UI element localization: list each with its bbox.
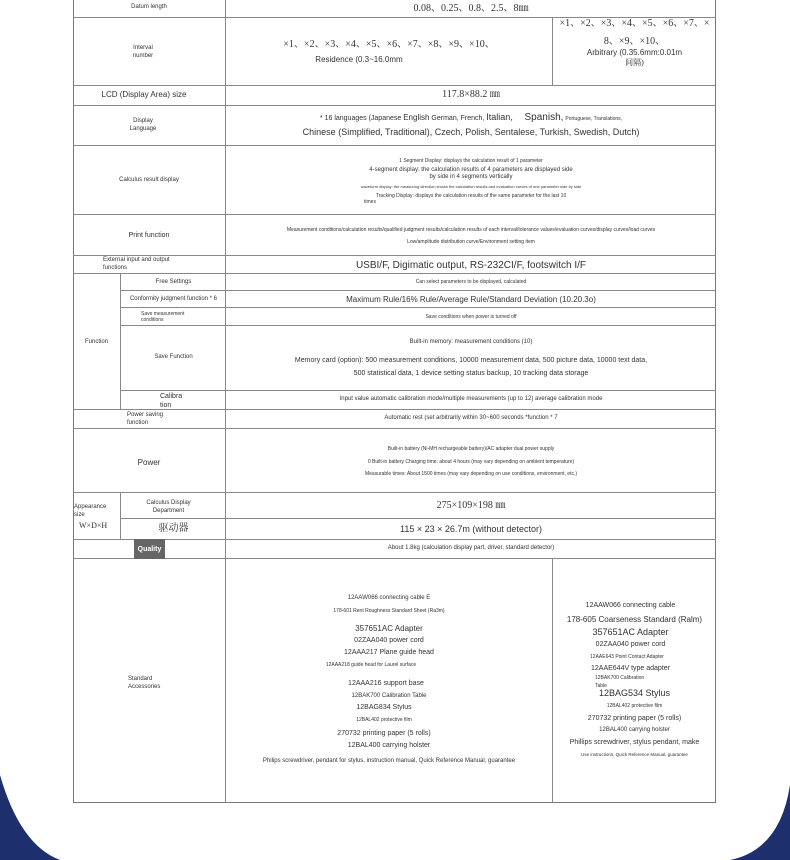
save-measurement-value: Save conditions when power is turned off — [425, 314, 517, 320]
row-divider — [73, 85, 716, 86]
calculus-result-line2: 4-segment display: the calculation results of 4 parameters are displayed side — [369, 167, 573, 173]
row-divider — [73, 539, 716, 540]
list-item: 178-601 Rent Roughness Standard Sheet (Ra3m) — [333, 608, 445, 614]
row-divider — [120, 307, 716, 308]
power-saving-value: Automatic rest (set arbitrarily within 30~600 seconds *function * 7 — [384, 415, 558, 421]
list-item: 12AAA217 Plane guide head — [344, 649, 434, 656]
list-item: 12BAL402 protective film — [606, 703, 663, 709]
row-divider — [120, 325, 716, 326]
list-item: 12BAL402 protective film — [356, 717, 412, 723]
lcd-label: LCD (Display Area) size — [101, 90, 187, 99]
list-item: 12BAG834 Stylus — [356, 704, 412, 711]
interval-number-left-value: ×1、×2、×3、×4、×5、×6、×7、×8、×9、×10、 — [283, 39, 495, 50]
print-function-line2: Low/amplitude distribution curve/Environment setting item — [407, 239, 535, 245]
row-divider — [73, 558, 716, 559]
calculus-result-line5: Tracking Display: displays the calculation results of the same parameter for the last 10 — [375, 193, 567, 199]
driver-value: 115 × 23 × 26.7m (without detector) — [400, 524, 542, 534]
display-language-line1: * 16 languages (Japanese English German, French, Italian, Spanish, Portuguese, Translations, — [319, 112, 623, 123]
list-item: 12AAA216 support base — [348, 680, 424, 687]
list-item: Philips screwdriver, pendant for stylus, instruction manual, Quick Reference Manual, guarantee — [262, 758, 516, 764]
standard-accessories-label: Standard Accessories — [128, 676, 161, 690]
col-divider — [120, 273, 121, 409]
row-divider — [120, 518, 716, 519]
list-item: 270732 printing paper (5 rolls) — [587, 715, 682, 722]
list-item: Table — [595, 683, 607, 689]
list-item: 12BAK700 Calibration — [595, 675, 645, 681]
row-divider — [73, 145, 716, 146]
power-line1: Built-in battery (Ni-MH rechargeable battery)/AC adapter dual power supply — [387, 446, 555, 452]
display-language-line2: Chinese (Simplified, Traditional), Czech, Polish, Sentalese, Turkish, Swedish, Dutch) — [302, 127, 640, 137]
list-item: 12BAK700 Calibration Table — [351, 693, 427, 699]
power-line2: 0 Built-in battery Charging time: about 4 hours (may vary depending on ambient temperature) — [367, 459, 575, 465]
row-divider — [73, 428, 716, 429]
list-item: 12AAA218 guide head for Laurel surface — [325, 662, 417, 668]
list-item: 12AAE643 Point Contact Adapter — [590, 654, 664, 660]
col-divider — [552, 558, 553, 803]
power-line3: Measurable times: About 1500 times (may vary depending on use conditions, environment, etc.) — [364, 471, 578, 477]
list-item: 02ZAA040 power cord — [354, 637, 424, 644]
list-item: 12AAW066 connecting cable — [585, 602, 676, 609]
calibration-value: Input value automatic calibration mode/multiple measurements (up to 12) average calibration mode — [339, 396, 603, 402]
save-function-line3: 500 statistical data, 1 device setting status backup, 10 tracking data storage — [353, 370, 589, 377]
list-item: 270732 printing paper (5 rolls) — [337, 730, 431, 737]
external-io-label: External input and output functions — [103, 257, 170, 271]
interval-number-left-sub: Residence (0.3~16.0mm — [315, 55, 403, 64]
list-item: Use instructions, Quick Reference Manual, guarantee — [581, 752, 688, 757]
row-divider — [73, 273, 716, 274]
calculus-result-line1: 1 Segment Display: displays the calculation result of 1 parameter — [399, 158, 543, 164]
free-settings-value: Can select parameters to be displayed, calculated — [415, 279, 527, 285]
datum-length-label: Datum length — [131, 4, 167, 10]
save-function-line1: Built-in memory: measurement conditions (10) — [409, 339, 533, 345]
datum-length-value: 0.08、0.25、0.8、2.5、8㎜ — [413, 3, 529, 14]
calculus-result-label: Calculus result display — [119, 177, 179, 183]
quality-value: About 1.8kg (calculation display part, driver, standard detector) — [387, 545, 555, 551]
calculus-result-line6: times — [364, 199, 376, 205]
free-settings-label: Free Settings — [155, 279, 192, 285]
calibration-label: Calibra tion — [160, 393, 183, 409]
list-item: 357651AC Adapter — [592, 627, 669, 637]
list-item: Phillips screwdriver, stylus pendant, make — [569, 739, 700, 746]
driver-label: 驱动器 — [158, 523, 189, 534]
calc-display-dept-value: 275×109×198 ㎜ — [436, 500, 506, 511]
print-function-label: Print function — [128, 232, 170, 239]
calc-display-dept-label: Calculus Display Department — [146, 500, 191, 514]
calculus-result-line4: waveform display: the measuring direction shows the calculation results and evaluation curves of one parameter side by side — [360, 184, 582, 189]
row-divider — [120, 390, 716, 391]
list-item: 357651AC Adapter — [355, 624, 423, 633]
list-item: 178-605 Coarseness Standard (Ralm) — [566, 615, 703, 624]
row-divider — [73, 105, 716, 106]
calculus-result-line3: by side in 4 segments vertically — [429, 174, 513, 180]
bottom-wave-decoration — [0, 775, 790, 860]
power-saving-label: Power saving function — [127, 412, 164, 426]
external-io-value: USBI/F, Digimatic output, RS-232CI/F, footswitch I/F — [355, 260, 587, 271]
display-language-label: Display Language — [129, 118, 157, 132]
list-item: 12AAW066 connecting cable E — [347, 595, 431, 601]
save-function-label: Save Function — [154, 354, 193, 360]
quality-label: Quality — [134, 539, 165, 559]
interval-number-right-value: ×1、×2、×3、×4、×5、×6、×7、× 8、×9、×10、 Arbitrary (0.35.6mm:0.01m 间隔) — [559, 18, 710, 67]
list-item: 02ZAA040 power cord — [595, 641, 666, 648]
row-divider — [73, 255, 716, 256]
interval-number-label: Interval number — [132, 45, 154, 59]
function-label: Function — [84, 339, 108, 345]
print-function-line1: Measurement conditions/calculation results/qualified judgment results/calculation results of each interval/tolerance values/evaluation curves/display curves/load curves — [286, 227, 656, 233]
list-item: 12BAL400 carrying holster — [599, 727, 670, 733]
list-item: 12BAL400 carrying holster — [347, 742, 431, 749]
conformity-label: Conformity judgment function * 6 — [129, 296, 218, 302]
row-divider — [120, 290, 716, 291]
power-label: Power — [137, 458, 161, 467]
appearance-label: Appearance size W×D×H — [74, 504, 108, 530]
list-item: 12AAE644V type adapter — [590, 665, 670, 672]
lcd-value: 117.8×88.2 ㎜ — [442, 89, 500, 100]
save-function-line2: Memory card (option): 500 measurement conditions, 10000 measurement data, 500 picture data, 10000 text data, — [294, 357, 648, 364]
save-measurement-label: Save measurement conditions — [141, 311, 185, 324]
list-item: 12BAG534 Stylus — [598, 688, 671, 698]
row-divider — [73, 492, 716, 493]
conformity-value: Maximum Rule/16% Rule/Average Rule/Standard Deviation (10.20.3o) — [346, 295, 596, 304]
row-divider — [73, 214, 716, 215]
